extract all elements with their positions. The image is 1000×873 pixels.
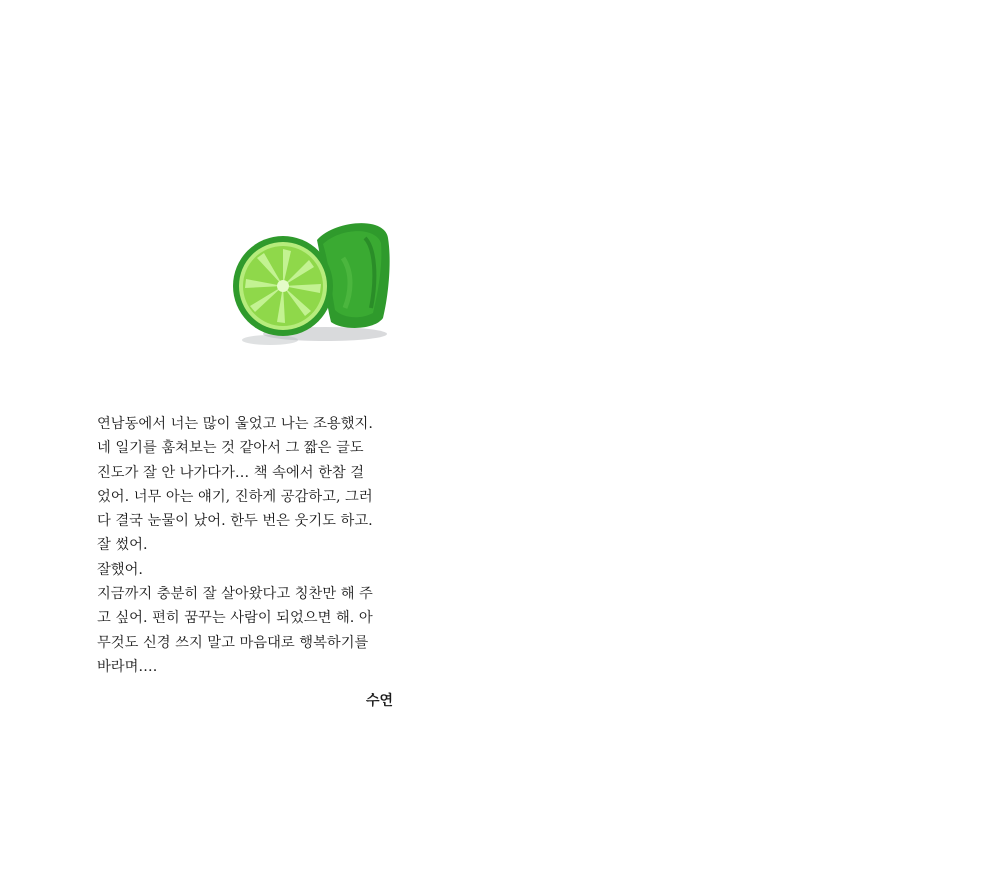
poem-line: 었어. 너무 아는 얘기, 진하게 공감하고, 그러	[97, 488, 373, 505]
poem-line: 진도가 잘 안 나가다가… 책 속에서 한참 걸	[97, 464, 365, 481]
signature: 수연	[365, 693, 393, 709]
poem-line: 무것도 신경 쓰지 말고 마음대로 행복하기를	[97, 634, 369, 651]
poem-line: 바라며….	[97, 658, 158, 675]
poem-line: 잘했어.	[97, 561, 143, 578]
poem-line: 지금까지 충분히 잘 살아왔다고 칭찬만 해 주	[97, 586, 373, 603]
poem-text	[97, 412, 393, 679]
poem-line: 연남동에서 너는 많이 울었고 나는 조용했지.	[97, 416, 373, 432]
poem-line: 네 일기를 훔쳐보는 것 같아서 그 짧은 글도	[97, 440, 364, 457]
poem-line: 다 결국 눈물이 났어. 한두 번은 웃기도 하고.	[97, 513, 373, 530]
poem-line: 잘 썼어.	[97, 537, 148, 554]
right-page	[500, 0, 1000, 873]
lime-illustration	[225, 218, 400, 358]
poem-line: 고 싶어. 편히 꿈꾸는 사람이 되었으면 해. 아	[97, 610, 373, 627]
